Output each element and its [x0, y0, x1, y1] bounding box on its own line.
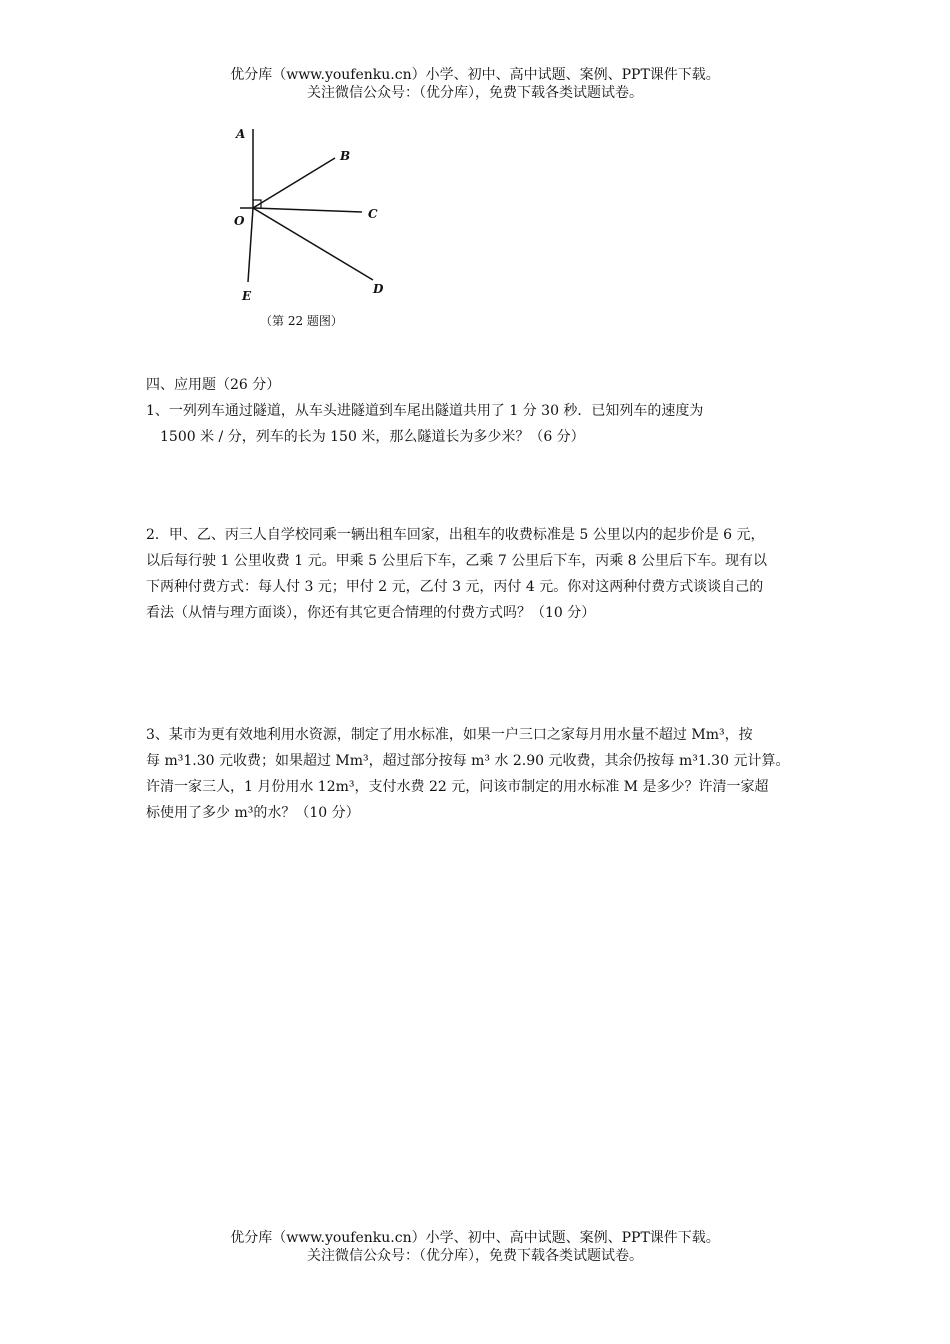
angle-figure — [224, 124, 404, 334]
question-2-line-3: 下两种付费方式：每人付 3 元；甲付 2 元，乙付 3 元，丙付 4 元。你对这两种付费方式谈谈自己的 — [146, 579, 764, 595]
question-3-line-1: 3、某市为更有效地利用水资源，制定了用水标准，如果一户三口之家每月用水量不超过 Mm³，按 — [146, 727, 753, 743]
angle-diagram — [224, 124, 404, 334]
question-3-line-4: 标使用了多少 m³的水？（10 分） — [146, 805, 360, 821]
question-2-line-1: 2．甲、乙、丙三人自学校同乘一辆出租车回家，出租车的收费标准是 5 公里以内的起步价是 6 元， — [146, 527, 765, 543]
label-D: D — [373, 282, 384, 296]
footer-line-2: 关注微信公众号：（优分库），免费下载各类试题试卷。 — [307, 1248, 643, 1264]
ray-OC — [253, 208, 362, 212]
question-3-line-3: 许清一家三人，1 月份用水 12m³，支付水费 22 元，问该市制定的用水标准 M 是多少？许清一家超 — [146, 779, 769, 795]
question-3-line-2: 每 m³1.30 元收费；如果超过 Mm³，超过部分按每 m³ 水 2.90 元收费，其余仍按每 m³1.30 元计算。 — [146, 753, 790, 769]
question-1-line-2: 1500 米 / 分，列车的长为 150 米，那么隧道长为多少米？（6 分） — [160, 429, 585, 445]
header-line-2: 关注微信公众号：（优分库），免费下载各类试题试卷。 — [307, 85, 643, 101]
question-2-line-4: 看法（从情与理方面谈），你还有其它更合情理的付费方式吗？（10 分） — [146, 605, 596, 621]
ray-OE — [248, 208, 253, 282]
question-2 — [146, 522, 866, 626]
ray-OB — [253, 158, 335, 208]
question-1-line-1: 1、一列列车通过隧道，从车头进隧道到车尾出隧道共用了 1 分 30 秒．已知列车的速度为 — [146, 403, 704, 419]
label-B: B — [340, 149, 351, 163]
footer-line-1: 优分库（www.youfenku.cn）小学、初中、高中试题、案例、PPT课件下载。 — [230, 1230, 720, 1246]
header-line-1: 优分库（www.youfenku.cn）小学、初中、高中试题、案例、PPT课件下载。 — [230, 67, 720, 83]
question-2-line-2: 以后每行驶 1 公里收费 1 元。甲乘 5 公里后下车，乙乘 7 公里后下车，丙乘 8 公里后下车。现有以 — [146, 553, 768, 569]
label-E: E — [242, 289, 252, 303]
ray-OD — [253, 208, 373, 280]
section-title: 四、应用题（26 分） — [146, 377, 281, 393]
page-header — [0, 66, 950, 102]
label-O: O — [234, 214, 245, 228]
question-3 — [146, 722, 866, 826]
page-footer — [0, 1229, 950, 1265]
question-1 — [146, 398, 866, 450]
label-A: A — [236, 127, 246, 141]
figure-caption: （第 22 题图） — [260, 314, 343, 328]
label-C: C — [368, 207, 378, 221]
